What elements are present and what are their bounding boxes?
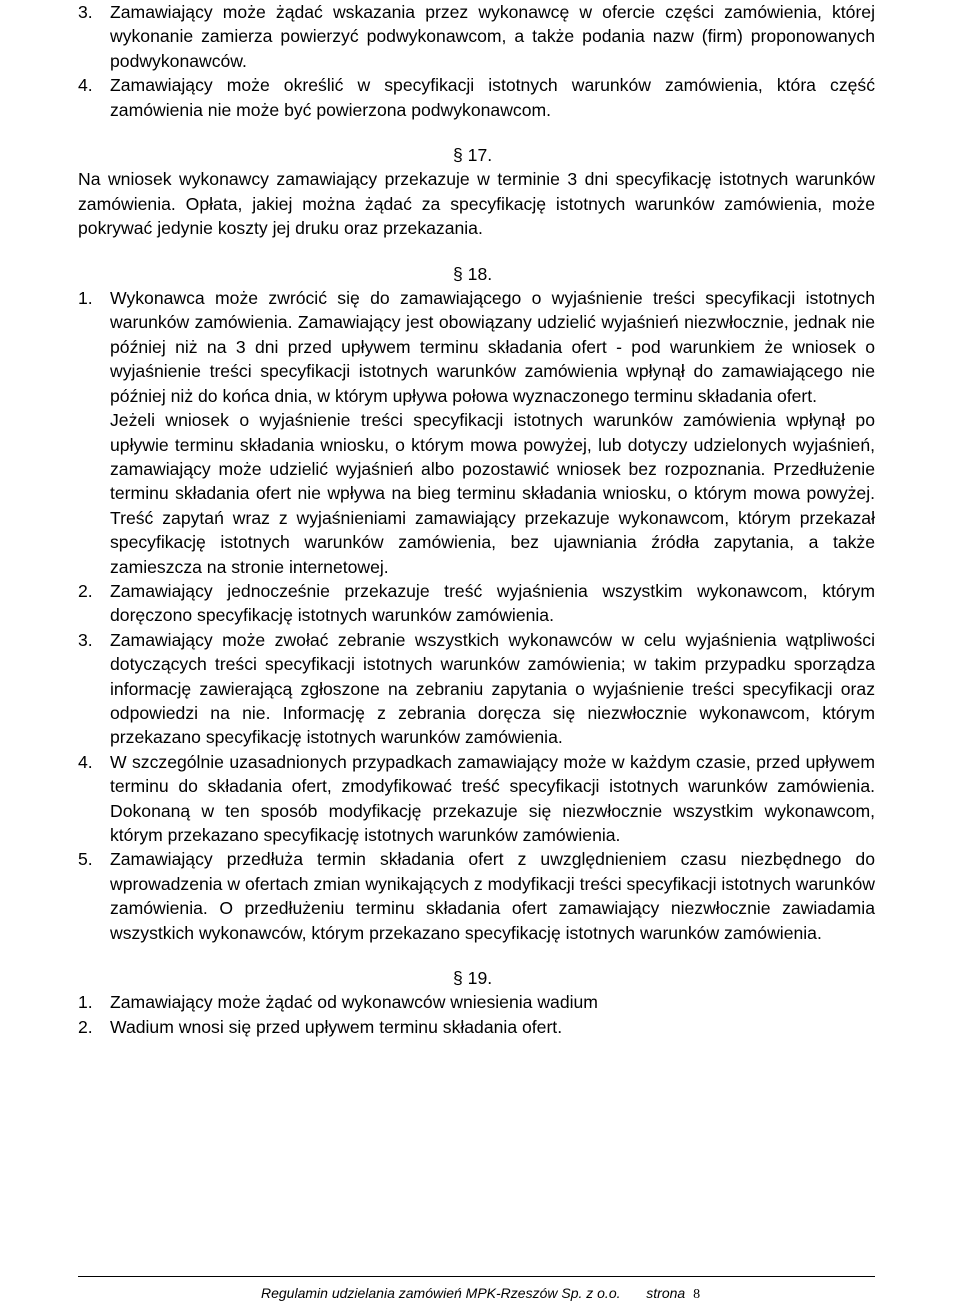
list-item	[78, 1015, 875, 1039]
item-text: Zamawiający może żądać wskazania przez wykonawcę w ofercie części zamówienia, której wykonanie zamierza powierzyć podwykonawcom, a także podania nazw (firm) proponowanych podwykonawców.	[110, 2, 875, 71]
list-item	[78, 286, 875, 579]
list-item	[78, 990, 875, 1014]
section-18-items	[78, 286, 875, 945]
list-item	[78, 73, 875, 122]
item-number: 1.	[78, 288, 93, 309]
footer-divider	[78, 1276, 875, 1277]
item-text: Wadium wnosi się przed upływem terminu składania ofert.	[110, 1016, 563, 1037]
item-number: 4.	[78, 75, 93, 96]
list-item	[78, 628, 875, 750]
list-item	[78, 847, 875, 945]
item-number: 5.	[78, 849, 93, 870]
item-paragraph: Zamawiający przedłuża termin składania ofert z uwzględnieniem czasu niezbędnego do wprowadzenia w ofertach zmian wynikających z modyfikacji treści specyfikacji istotnych warunków zamówienia. O przedłużeniu terminu składania ofert zamawiający niezwłocznie zawiadamia wszystkich wykonawców, którym przekazano specyfikację istotnych warunków zamówienia.	[110, 849, 875, 943]
item-text: Zamawiający może żądać od wykonawców wniesienia wadium	[110, 992, 598, 1013]
footer-page-label: strona	[646, 1285, 686, 1301]
item-text: Zamawiający może określić w specyfikacji istotnych warunków zamówienia, która część zamówienia nie może być powierzona podwykonawcom.	[110, 75, 875, 120]
footer-page-number: 8	[693, 1287, 701, 1302]
list-item	[78, 579, 875, 628]
item-paragraph: Wykonawca może zwrócić się do zamawiającego o wyjaśnienie treści specyfikacji istotnych warunków zamówienia. Zamawiający jest obowiązany udzielić wyjaśnień niezwłocznie, jednak nie później niż na 3 dni przed upływem terminu składania ofert - pod warunkiem że wniosek o wyjaśnienie treści specyfikacji istotnych warunków zamówienia wpłynął do zamawiającego nie później niż do końca dnia, w którym upływa połowa wyznaczonego terminu składania ofert.	[110, 288, 875, 406]
section-19-heading: § 19.	[453, 968, 493, 989]
list-item	[78, 750, 875, 848]
section-16-items	[78, 0, 875, 122]
section-17-text: Na wniosek wykonawcy zamawiający przekazuje w terminie 3 dni specyfikację istotnych warunków zamówienia. Opłata, jakiej można żądać za specyfikację istotnych warunków zamówienia, może pokrywać jedynie koszty jej druku oraz przekazania.	[78, 169, 875, 239]
document-body	[78, 0, 875, 1039]
footer-title: Regulamin udzielania zamówień MPK-Rzeszów Sp. z o.o.	[261, 1285, 621, 1301]
section-17-heading: § 17.	[453, 145, 493, 166]
section-18-heading: § 18.	[453, 263, 493, 284]
item-number: 3.	[78, 629, 93, 650]
item-number: 1.	[78, 992, 93, 1013]
page-footer	[261, 1285, 700, 1303]
item-number: 2.	[78, 1016, 93, 1037]
item-paragraph: Jeżeli wniosek o wyjaśnienie treści specyfikacji istotnych warunków zamówienia wpłynął po upływie terminu składania wniosku, o którym mowa powyżej, lub dotyczy udzielonych wyjaśnień, zamawiający może udzielić wyjaśnień albo pozostawić wniosek bez rozpoznania. Przedłużenie terminu składania ofert nie wpływa na bieg terminu składania wniosku, o którym mowa powyżej. Treść zapytań wraz z wyjaśnieniami zamawiający przekazuje wykonawcom, którym przekazał specyfikację istotnych warunków zamówienia, bez ujawniania źródła zapytania, a także zamieszcza na stronie internetowej.	[110, 410, 875, 577]
item-paragraph: W szczególnie uzasadnionych przypadkach zamawiający może w każdym czasie, przed upływem terminu do składania ofert, zmodyfikować treść specyfikacji istotnych warunków zamówienia. Dokonaną w ten sposób modyfikację przekazuje się niezwłocznie wszystkim wykonawcom, którym przekazano specyfikację istotnych warunków zamówienia.	[110, 751, 875, 845]
item-paragraph: Zamawiający jednocześnie przekazuje treść wyjaśnienia wszystkim wykonawcom, którym doręczono specyfikację istotnych warunków zamówienia.	[110, 580, 875, 626]
item-number: 2.	[78, 580, 93, 601]
list-item	[78, 0, 875, 73]
section-19-items	[78, 990, 875, 1039]
item-paragraph: Zamawiający może zwołać zebranie wszystkich wykonawców w celu wyjaśnienia wątpliwości dotyczących treści specyfikacji istotnych warunków zamówienia; w takim przypadku sporządza informację zawierającą zgłoszone na zebraniu zapytania o wyjaśnienie treści specyfikacji oraz odpowiedzi na nie. Informację z zebrania doręcza się niezwłocznie wykonawcom, którym przekazano specyfikację istotnych warunków zamówienia.	[110, 629, 875, 748]
item-number: 4.	[78, 751, 93, 772]
item-number: 3.	[78, 2, 93, 22]
